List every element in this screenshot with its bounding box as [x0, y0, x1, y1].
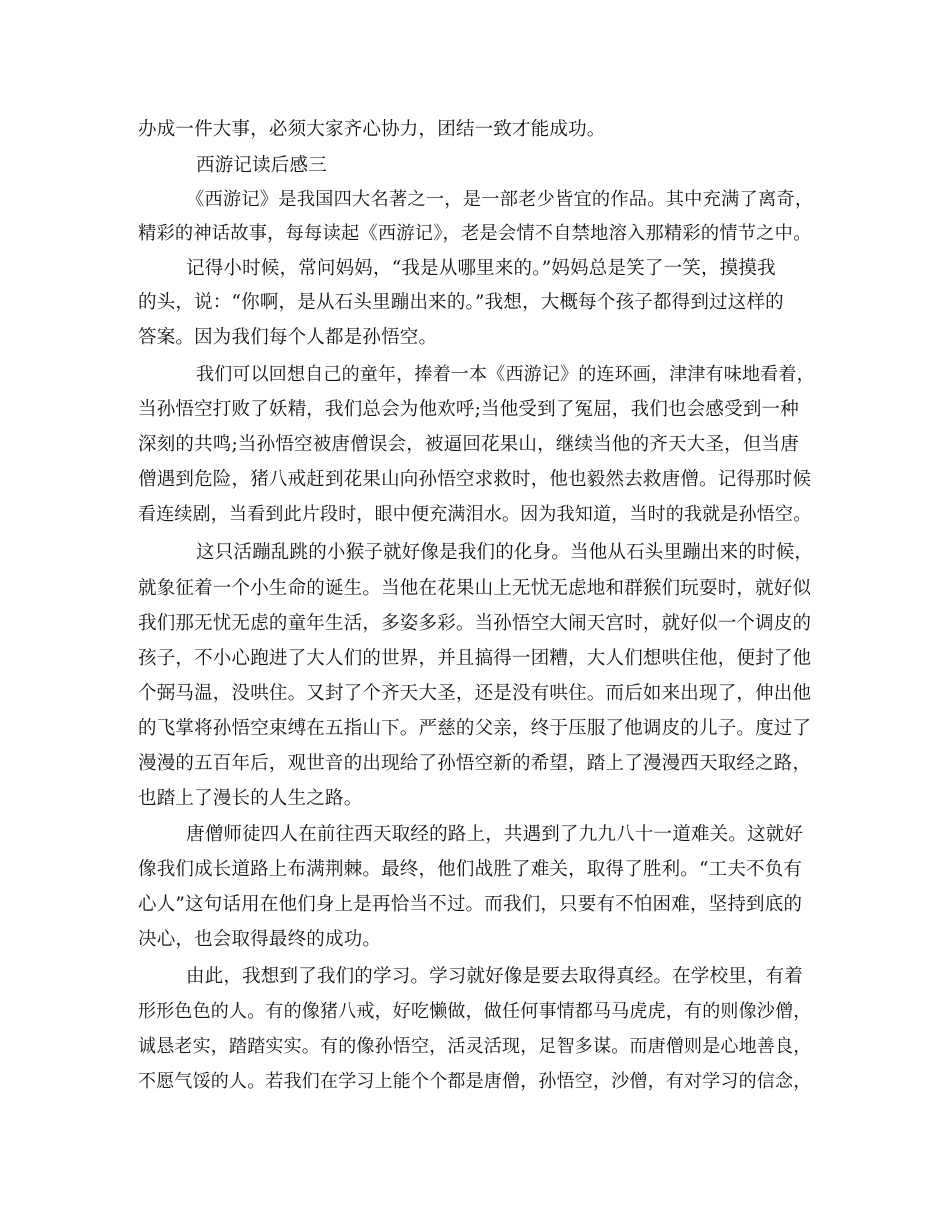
text-line: 孩子，不小心跑进了大人们的世界，并且搞得一团糟，大人们想哄住他，便封了他 [138, 648, 812, 669]
text-line: 看连续剧，当看到此片段时，眼中便充满泪水。因为我知道，当时的我就是孙悟空。 [138, 504, 812, 525]
text-line: 精彩的神话故事，每每读起《西游记》，老是会情不自禁地溶入那精彩的情节之中。 [138, 223, 812, 244]
text-line: 由此，我想到了我们的学习。学习就好像是要去取得真经。在学校里，有着 [186, 966, 804, 987]
text-line: 形形色色的人。有的像猪八戒，好吃懒做，做任何事情都马马虎虎，有的则像沙僧， [138, 1001, 812, 1022]
text-line: 心人”这句话用在他们身上是再恰当不过。而我们，只要有不怕困难，坚持到底的 [138, 894, 803, 915]
text-line: 的头，说：“你啊，是从石头里蹦出来的。”我想，大概每个孩子都得到过这样的 [138, 292, 784, 313]
text-line: 记得小时候，常问妈妈，“我是从哪里来的。”妈妈总是笑了一笑，摸摸我 [186, 258, 776, 279]
text-line: 个弼马温，没哄住。又封了个齐天大圣，还是没有哄住。而后如来出现了，伸出他 [138, 683, 812, 704]
text-line: 我们那无忧无虑的童年生活，多姿多彩。当孙悟空大闹天宫时，就好似一个调皮的 [138, 613, 812, 634]
text-line: 僧遇到危险，猪八戒赶到花果山向孙悟空求救时，他也毅然去救唐僧。记得那时候 [138, 469, 812, 490]
text-line: 《西游记》是我国四大名著之一，是一部老少皆宜的作品。其中充满了离奇， [186, 189, 814, 210]
text-line: 我们可以回想自己的童年，捧着一本《西游记》的连环画，津津有味地看着， [196, 364, 815, 385]
text-line: 漫漫的五百年后，观世音的出现给了孙悟空新的希望，踏上了漫漫西天取经之路， [138, 753, 812, 774]
section-heading: 西游记读后感三 [196, 155, 327, 176]
text-line: 答案。因为我们每个人都是孙悟空。 [138, 327, 438, 348]
text-line: 当孙悟空打败了妖精，我们总会为他欢呼;当他受到了冤屈，我们也会感受到一种 [138, 399, 799, 420]
text-line: 就象征着一个小生命的诞生。当他在花果山上无忧无虑地和群猴们玩耍时，就好似 [138, 578, 812, 599]
text-line: 办成一件大事，必须大家齐心协力，团结一致才能成功。 [138, 119, 606, 140]
text-line: 诚恳老实，踏踏实实。有的像孙悟空，活灵活现，足智多谋。而唐僧则是心地善良， [138, 1036, 812, 1057]
text-line: 决心，也会取得最终的成功。 [138, 929, 382, 950]
text-line: 的飞掌将孙悟空束缚在五指山下。严慈的父亲，终于压服了他调皮的儿子。度过了 [138, 718, 812, 739]
text-line: 也踏上了漫长的人生之路。 [138, 788, 363, 809]
text-line: 这只活蹦乱跳的小猴子就好像是我们的化身。当他从石头里蹦出来的时候， [196, 542, 814, 563]
text-line: 唐僧师徒四人在前往西天取经的路上，共遇到了九九八十一道难关。这就好 [186, 824, 804, 845]
text-line: 深刻的共鸣;当孙悟空被唐僧误会，被逼回花果山，继续当他的齐天大圣，但当唐 [138, 434, 799, 455]
text-line: 不愿气馁的人。若我们在学习上能个个都是唐僧，孙悟空，沙僧，有对学习的信念， [138, 1071, 812, 1092]
text-line: 像我们成长道路上布满荆棘。最终，他们战胜了难关，取得了胜利。“工夫不负有 [138, 859, 803, 880]
